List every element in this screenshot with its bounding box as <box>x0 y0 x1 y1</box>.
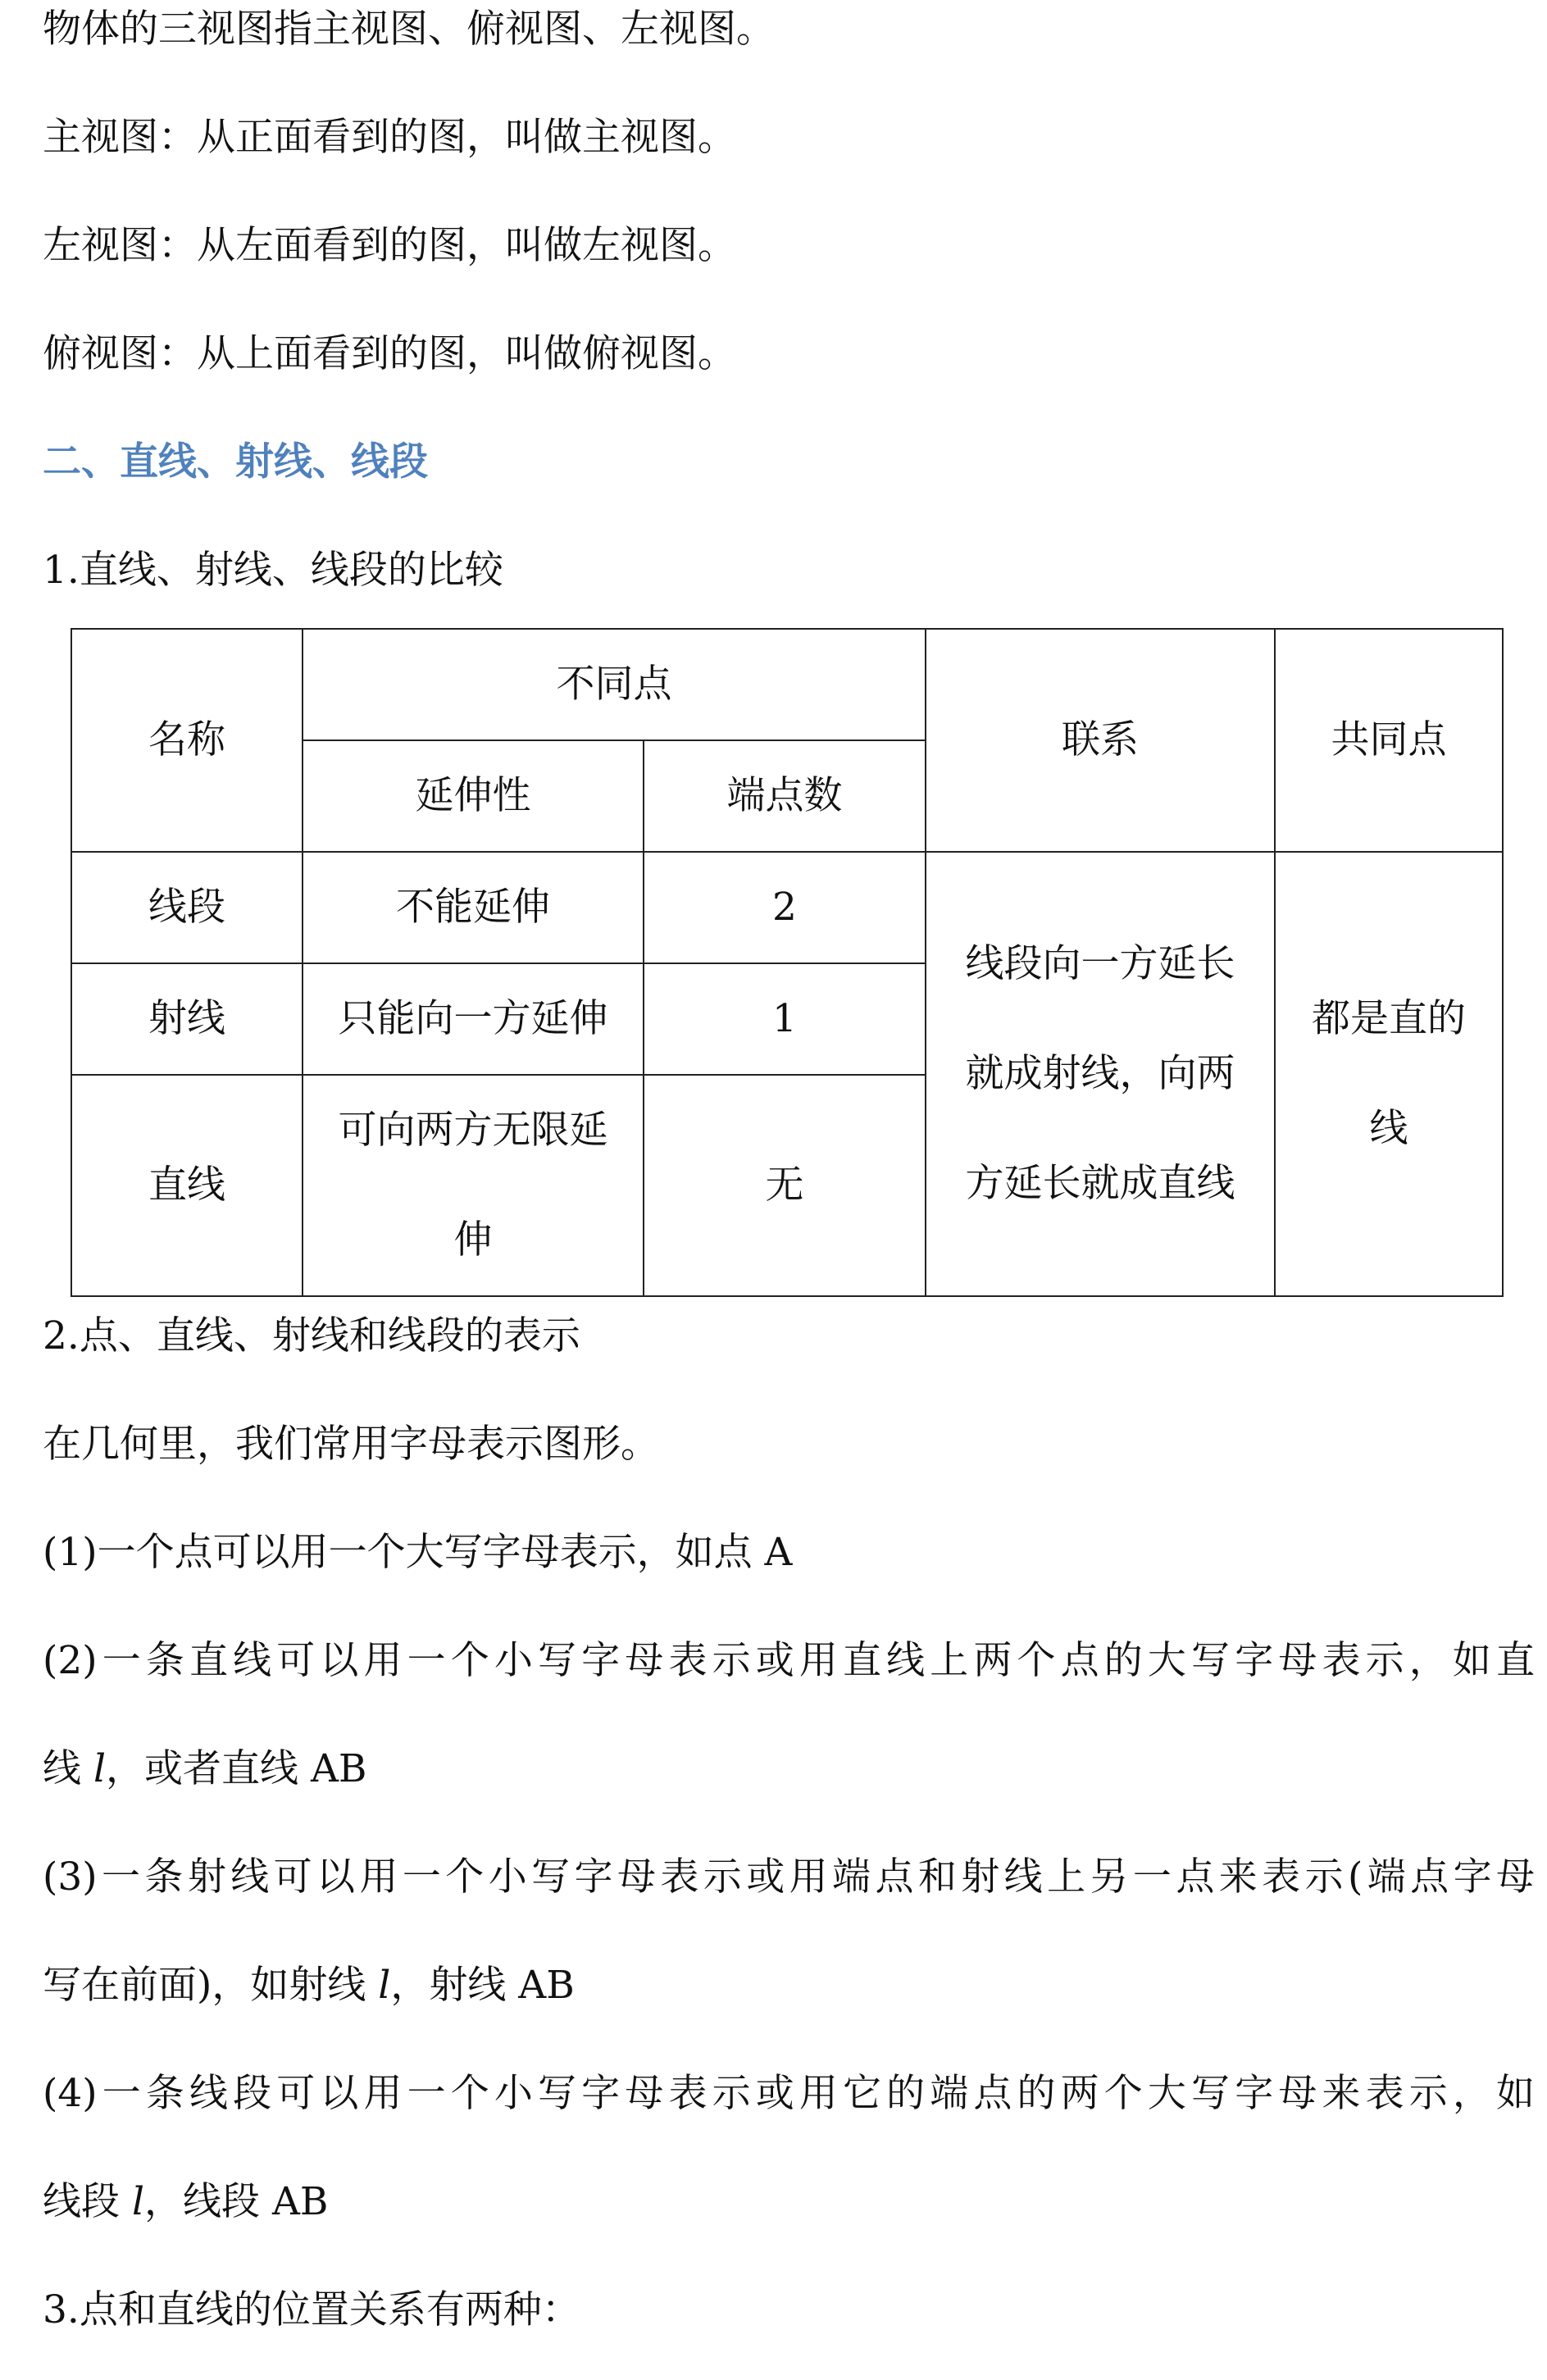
intro-top-view: 俯视图：从上面看到的图，叫做俯视图。 <box>43 331 736 376</box>
paragraph-segment-1: (4)一条线段可以用一个小写字母表示或用它的端点的两个大写字母来表示，如 <box>43 2071 1535 2116</box>
header-relation: 联系 <box>926 629 1275 852</box>
common-line-1: 都是直的 <box>1312 996 1466 1041</box>
paragraph-letters: 在几何里，我们常用字母表示图形。 <box>43 1422 659 1467</box>
relation-line-3: 方延长就成直线 <box>965 1161 1235 1206</box>
comparison-table <box>71 628 1504 1297</box>
subheading-comparison: 1.直线、射线、线段的比较 <box>43 548 503 593</box>
header-extensibility: 延伸性 <box>303 740 644 852</box>
variable-l: l <box>131 2179 144 2224</box>
common-line-2: 线 <box>1369 1106 1408 1151</box>
section-heading: 二、直线、射线、线段 <box>43 439 428 485</box>
variable-l: l <box>93 1746 106 1791</box>
cell-ext-ray: 只能向一方延伸 <box>303 963 644 1075</box>
relation-line-1: 线段向一方延长 <box>965 941 1235 986</box>
cell-ends-segment: 2 <box>644 852 926 963</box>
paragraph-segment-2 <box>43 2177 328 2227</box>
paragraph-line-1: (2)一条直线可以用一个小写字母表示或用直线上两个点的大写字母表示，如直 <box>43 1638 1535 1683</box>
cell-ext-line <box>303 1075 644 1296</box>
text-fragment: ，或者直线 AB <box>106 1746 367 1791</box>
cell-ends-ray: 1 <box>644 963 926 1075</box>
table-header-row <box>71 629 1503 740</box>
cell-common <box>1275 852 1503 1296</box>
ext-line-part-1: 可向两方无限延 <box>338 1108 608 1153</box>
text-fragment: 线 <box>43 1746 93 1791</box>
text-fragment: ，射线 AB <box>390 1963 575 2008</box>
header-endpoints: 端点数 <box>644 740 926 852</box>
subheading-position-relation: 3.点和直线的位置关系有两种： <box>43 2287 580 2332</box>
variable-l: l <box>378 1963 391 2008</box>
intro-three-views: 物体的三视图指主视图、俯视图、左视图。 <box>43 7 775 52</box>
relation-line-2: 就成射线，向两 <box>965 1051 1235 1096</box>
paragraph-point: (1)一个点可以用一个大写字母表示，如点 A <box>43 1530 793 1575</box>
paragraph-ray-1: (3)一条射线可以用一个小写字母表示或用端点和射线上另一点来表示(端点字母 <box>43 1854 1535 1900</box>
cell-name-line: 直线 <box>71 1075 303 1296</box>
text-fragment: ，线段 AB <box>144 2179 329 2224</box>
cell-ends-line: 无 <box>644 1075 926 1296</box>
subheading-notation: 2.点、直线、射线和线段的表示 <box>43 1313 580 1358</box>
cell-name-ray: 射线 <box>71 963 303 1075</box>
header-name: 名称 <box>71 629 303 852</box>
cell-relation <box>926 852 1275 1296</box>
header-differences: 不同点 <box>303 629 926 740</box>
intro-left-view: 左视图：从左面看到的图，叫做左视图。 <box>43 223 736 268</box>
paragraph-line-2 <box>43 1745 366 1794</box>
header-common: 共同点 <box>1275 629 1503 852</box>
ext-line-part-2: 伸 <box>453 1217 493 1263</box>
cell-name-segment: 线段 <box>71 852 303 963</box>
cell-ext-segment: 不能延伸 <box>303 852 644 963</box>
table-row <box>71 852 1503 963</box>
intro-front-view: 主视图：从正面看到的图，叫做主视图。 <box>43 115 736 160</box>
paragraph-ray-2 <box>43 1961 575 2010</box>
text-fragment: 写在前面)，如射线 <box>43 1963 379 2008</box>
text-fragment: 线段 <box>43 2179 132 2224</box>
